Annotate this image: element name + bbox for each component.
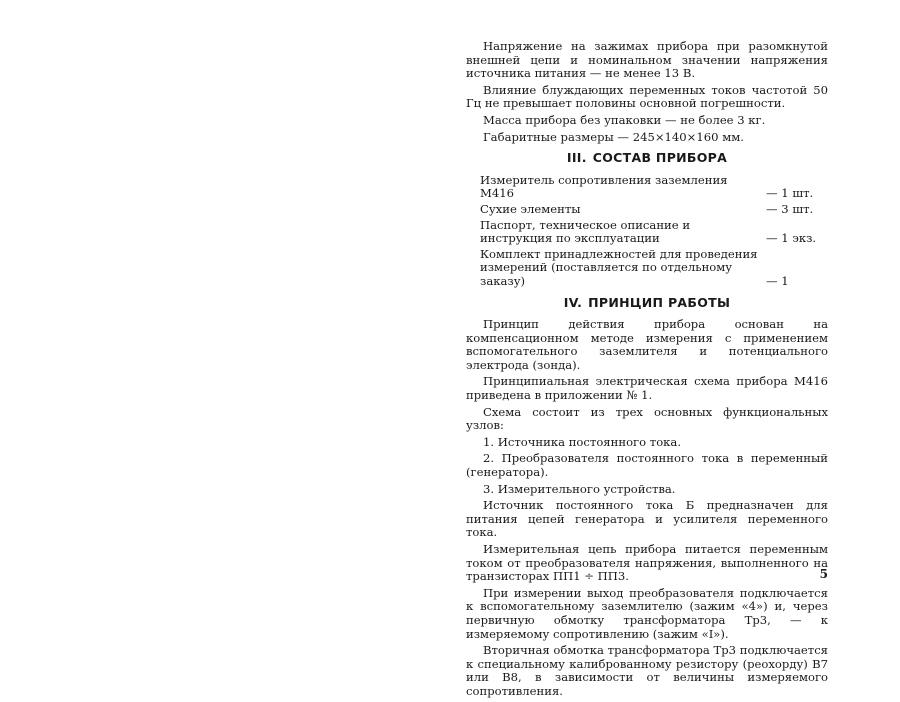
paragraph-mass: Масса прибора без упаковки — не более 3 кг. xyxy=(483,112,766,127)
paragraph-measurement: При измерении выход преобразователя подключается к вспомогательному заземлителю (зажим «4») и, через первичную обмотку трансформатора Тр3, — к измеряемому сопротивлению (зажим «I»). xyxy=(466,585,828,641)
section-4-title: ПРИНЦИП РАБОТЫ xyxy=(588,294,731,310)
section-3-heading xyxy=(466,151,828,165)
paragraph-dc-source: Источник постоянного тока Б предназначен для питания цепей генератора и усилителя переменного тока. xyxy=(466,498,828,540)
list-item-unit-2: 2. Преобразователя постоянного тока в переменный (генератора). xyxy=(466,451,828,480)
document-page xyxy=(466,40,828,702)
list-item-name: Комплект принадлежностей для проведения измерений (поставляется по отдельному заказу) xyxy=(480,246,758,288)
paragraph-principle: Принцип действия прибора основан на компенсационном методе измерения с применением вспомогательного заземлителя и потенциального электрода (зонда). xyxy=(466,317,828,372)
list-item xyxy=(466,248,828,289)
list-item-name: Измеритель сопротивления заземления М416 xyxy=(480,172,728,201)
page-number: 5 xyxy=(819,567,828,581)
list-item-qty: — 1 экз. xyxy=(766,231,817,246)
list-item xyxy=(466,203,828,217)
list-item-qty: — 1 шт. xyxy=(766,186,814,201)
paragraph-schematic: Принципиальная электрическая схема прибора М416 приведена в приложении № 1. xyxy=(466,374,828,403)
paragraph-stray-currents: Влияние блуждающих переменных токов частотой 50 Гц не превышает половины основной погрешности. xyxy=(466,82,828,111)
paragraph-secondary-winding: Вторичная обмотка трансформатора Тр3 подключается к специальному калиброванному резистору (реохорду) В7 или В8, в зависимости от величины измеряемого сопротивления. xyxy=(466,643,828,698)
paragraph-voltage: Напряжение на зажимах прибора при разомкнутой внешней цепи и номинальном значении напряжения источника питания — не менее 13 В. xyxy=(466,39,828,81)
list-item-qty: — 1 xyxy=(766,273,789,288)
list-item-unit-3: 3. Измерительного устройства. xyxy=(483,481,676,496)
section-4-number: IV. xyxy=(563,294,583,310)
paragraph-dimensions: Габаритные размеры — 245×140×160 мм. xyxy=(483,129,744,144)
section-3-title: СОСТАВ ПРИБОРА xyxy=(592,150,728,166)
paragraph-units-intro: Схема состоит из трех основных функциональных узлов: xyxy=(466,404,828,433)
contents-list xyxy=(466,174,828,289)
list-item-name: Сухие элементы xyxy=(480,201,581,216)
list-item-unit-1: 1. Источника постоянного тока. xyxy=(483,434,682,449)
list-item-name: Паспорт, техническое описание и инструкция по эксплуатации xyxy=(480,217,691,246)
list-item xyxy=(466,219,828,246)
list-item xyxy=(466,174,828,201)
list-item-qty: — 3 шт. xyxy=(766,201,814,216)
section-3-number: III. xyxy=(566,150,587,166)
paragraph-measuring-circuit: Измерительная цепь прибора питается переменным током от преобразователя напряжения, выполненного на транзисторах ПП1 ÷ ПП3. xyxy=(466,542,828,584)
section-4-heading xyxy=(466,296,828,310)
